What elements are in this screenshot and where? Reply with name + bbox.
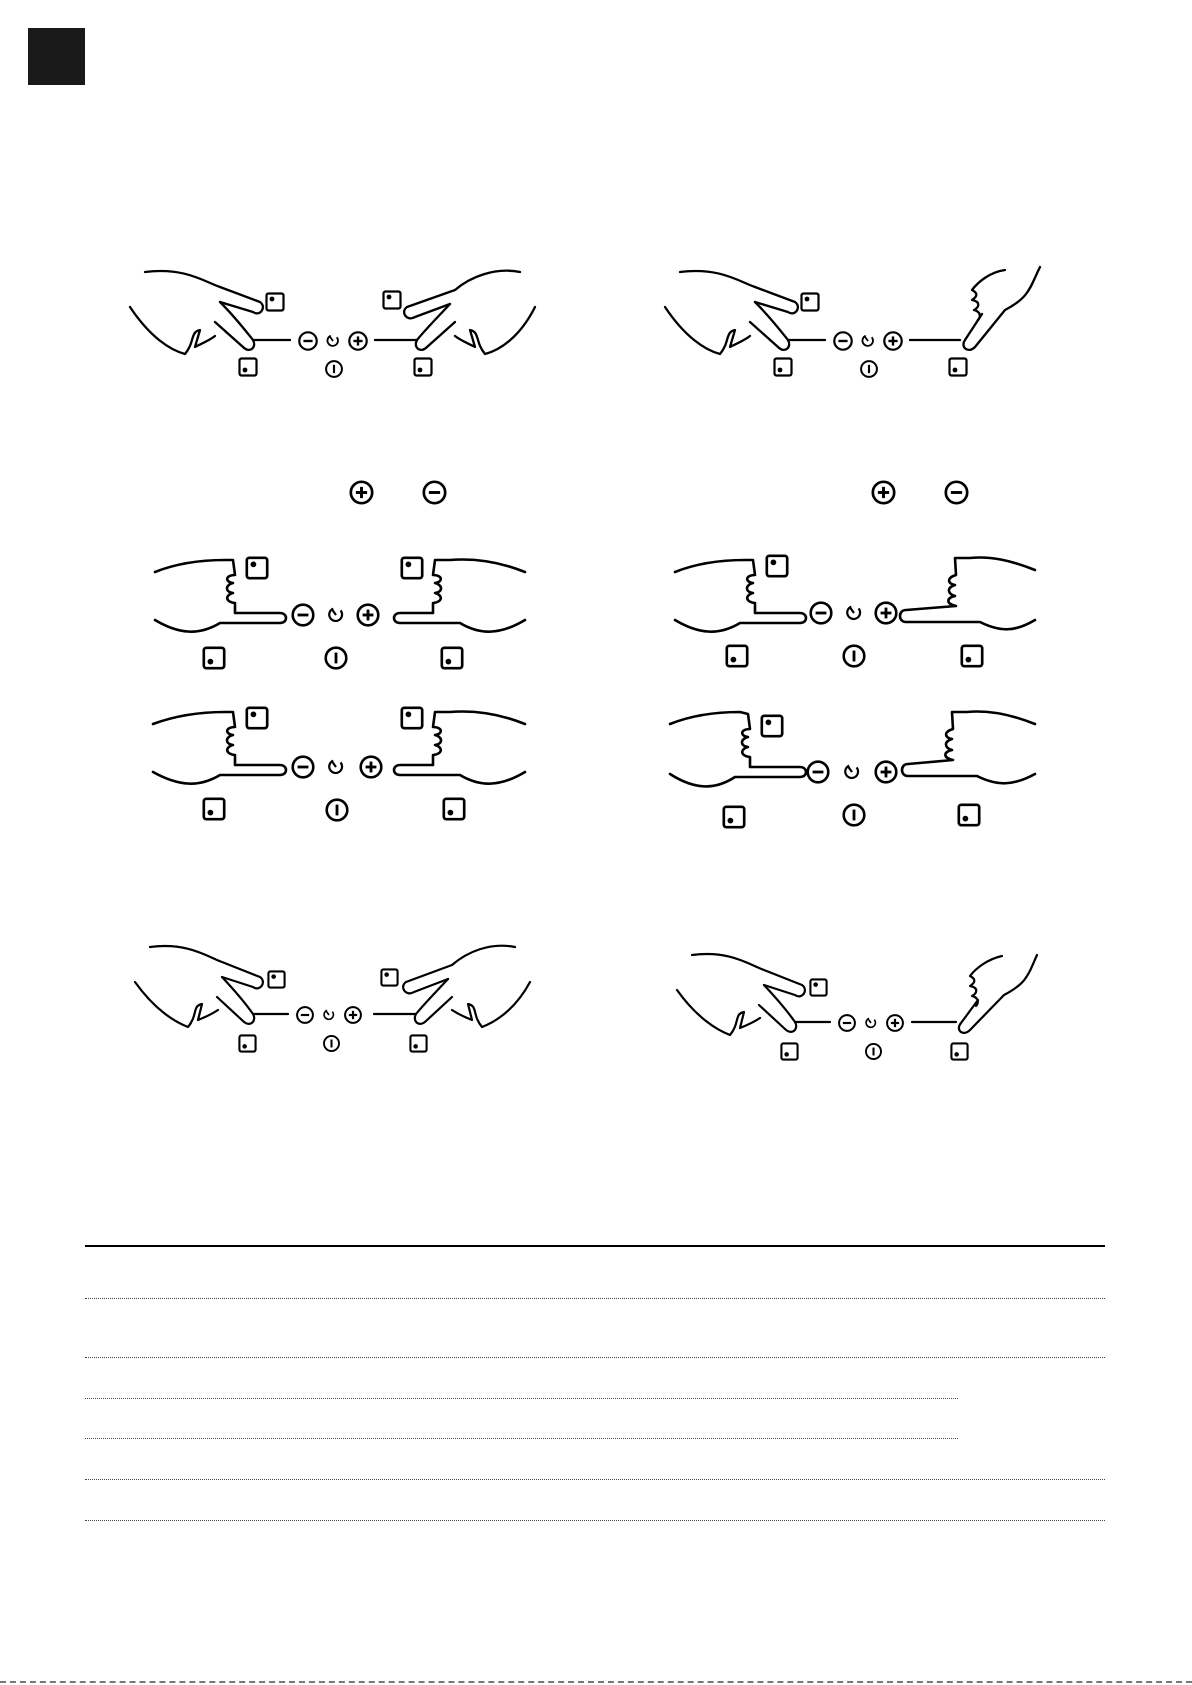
power-icon [327, 800, 348, 821]
plus-circle-icon [351, 482, 372, 503]
cooking-zone-key-icon [442, 648, 462, 668]
timer-icon [845, 766, 858, 778]
cooking-zone-key-icon [767, 556, 787, 576]
hand-icon [677, 954, 830, 1035]
timer-icon [866, 1018, 875, 1027]
timer-icon [327, 336, 338, 346]
hand-icon [910, 267, 1040, 350]
cooking-zone-key-icon [381, 969, 397, 985]
hand-icon [902, 712, 1035, 784]
figure-plus-minus-symbols-left [348, 477, 448, 512]
cooking-zone-key-icon [384, 292, 401, 309]
minus-circle-icon [293, 757, 314, 778]
power-icon [861, 361, 877, 377]
cooking-zone-key-icon [410, 1035, 426, 1051]
power-icon [844, 805, 865, 826]
plus-circle-icon [345, 1007, 361, 1023]
page-footer-dash [0, 1681, 1192, 1683]
cooking-zone-key-icon [727, 646, 747, 666]
timer-icon [329, 761, 342, 773]
plus-circle-icon [884, 332, 901, 349]
figure-both-fists-upper-left [150, 550, 530, 675]
cooking-zone-key-icon [775, 359, 792, 376]
plus-circle-icon [358, 605, 379, 626]
hand-icon [394, 560, 525, 632]
power-icon [326, 648, 347, 669]
cooking-zone-key-icon [962, 646, 982, 666]
plus-circle-icon [876, 762, 897, 783]
cooking-zone-key-icon [781, 1043, 797, 1059]
minus-circle-icon [293, 605, 314, 626]
plus-circle-icon [873, 482, 894, 503]
note-line [85, 1398, 958, 1399]
hand-icon [394, 712, 525, 784]
power-icon [326, 361, 342, 377]
timer-icon [847, 607, 860, 619]
cooking-zone-key-icon [950, 359, 967, 376]
hand-icon [912, 955, 1037, 1033]
figure-both-fists-upper-right [670, 550, 1050, 675]
hand-icon [665, 271, 825, 354]
cooking-zone-key-icon [802, 294, 819, 311]
plus-circle-icon [361, 757, 382, 778]
cooking-zone-key-icon [402, 708, 422, 728]
minus-circle-icon [299, 332, 316, 349]
cooking-zone-key-icon [762, 716, 782, 736]
note-line [85, 1438, 958, 1439]
figure-left-two-fingers-right-one-finger-bottom [672, 950, 1072, 1065]
timer-icon [324, 1010, 333, 1019]
figure-plus-minus-symbols-right [870, 477, 970, 512]
power-icon [866, 1044, 881, 1059]
minus-circle-icon [811, 603, 832, 624]
minus-circle-icon [834, 332, 851, 349]
plus-circle-icon [349, 332, 366, 349]
cooking-zone-key-icon [239, 1035, 255, 1051]
power-icon [324, 1036, 339, 1051]
cooking-zone-key-icon [247, 558, 267, 578]
cooking-zone-key-icon [724, 807, 744, 827]
figure-both-fists-lower-left [150, 702, 530, 827]
figure-two-hands-two-fingers-bottom [130, 942, 540, 1057]
cooking-zone-key-icon [959, 805, 979, 825]
cooking-zone-key-icon [247, 708, 267, 728]
minus-circle-icon [808, 762, 829, 783]
hand-icon [374, 946, 530, 1027]
note-line [85, 1520, 1105, 1521]
minus-circle-icon [946, 482, 967, 503]
note-line [85, 1357, 1105, 1358]
note-line [85, 1298, 1105, 1299]
hand-icon [670, 712, 806, 786]
timer-icon [862, 336, 873, 346]
minus-circle-icon [297, 1007, 313, 1023]
minus-circle-icon [839, 1015, 855, 1031]
plus-circle-icon [887, 1015, 903, 1031]
cooking-zone-key-icon [204, 799, 224, 819]
power-icon [844, 646, 865, 667]
note-line [85, 1479, 1105, 1480]
cooking-zone-key-icon [240, 359, 257, 376]
cooking-zone-key-icon [444, 799, 464, 819]
hand-icon [135, 946, 288, 1027]
minus-circle-icon [424, 482, 445, 503]
figure-two-hands-two-fingers [125, 262, 545, 382]
cooking-zone-key-icon [810, 979, 826, 995]
cooking-zone-key-icon [402, 558, 422, 578]
hand-icon [375, 271, 535, 354]
cooking-zone-key-icon [951, 1043, 967, 1059]
notes-top-rule [85, 1245, 1105, 1247]
cooking-zone-key-icon [415, 359, 432, 376]
timer-icon [329, 609, 342, 621]
cooking-zone-key-icon [268, 971, 284, 987]
cooking-zone-key-icon [204, 648, 224, 668]
hand-icon [900, 558, 1035, 630]
hand-icon [130, 271, 290, 354]
figure-left-two-fingers-right-one-finger [660, 262, 1060, 382]
figure-both-fists-lower-right [665, 702, 1050, 832]
section-tab [28, 28, 85, 85]
plus-circle-icon [876, 603, 897, 624]
cooking-zone-key-icon [267, 294, 284, 311]
